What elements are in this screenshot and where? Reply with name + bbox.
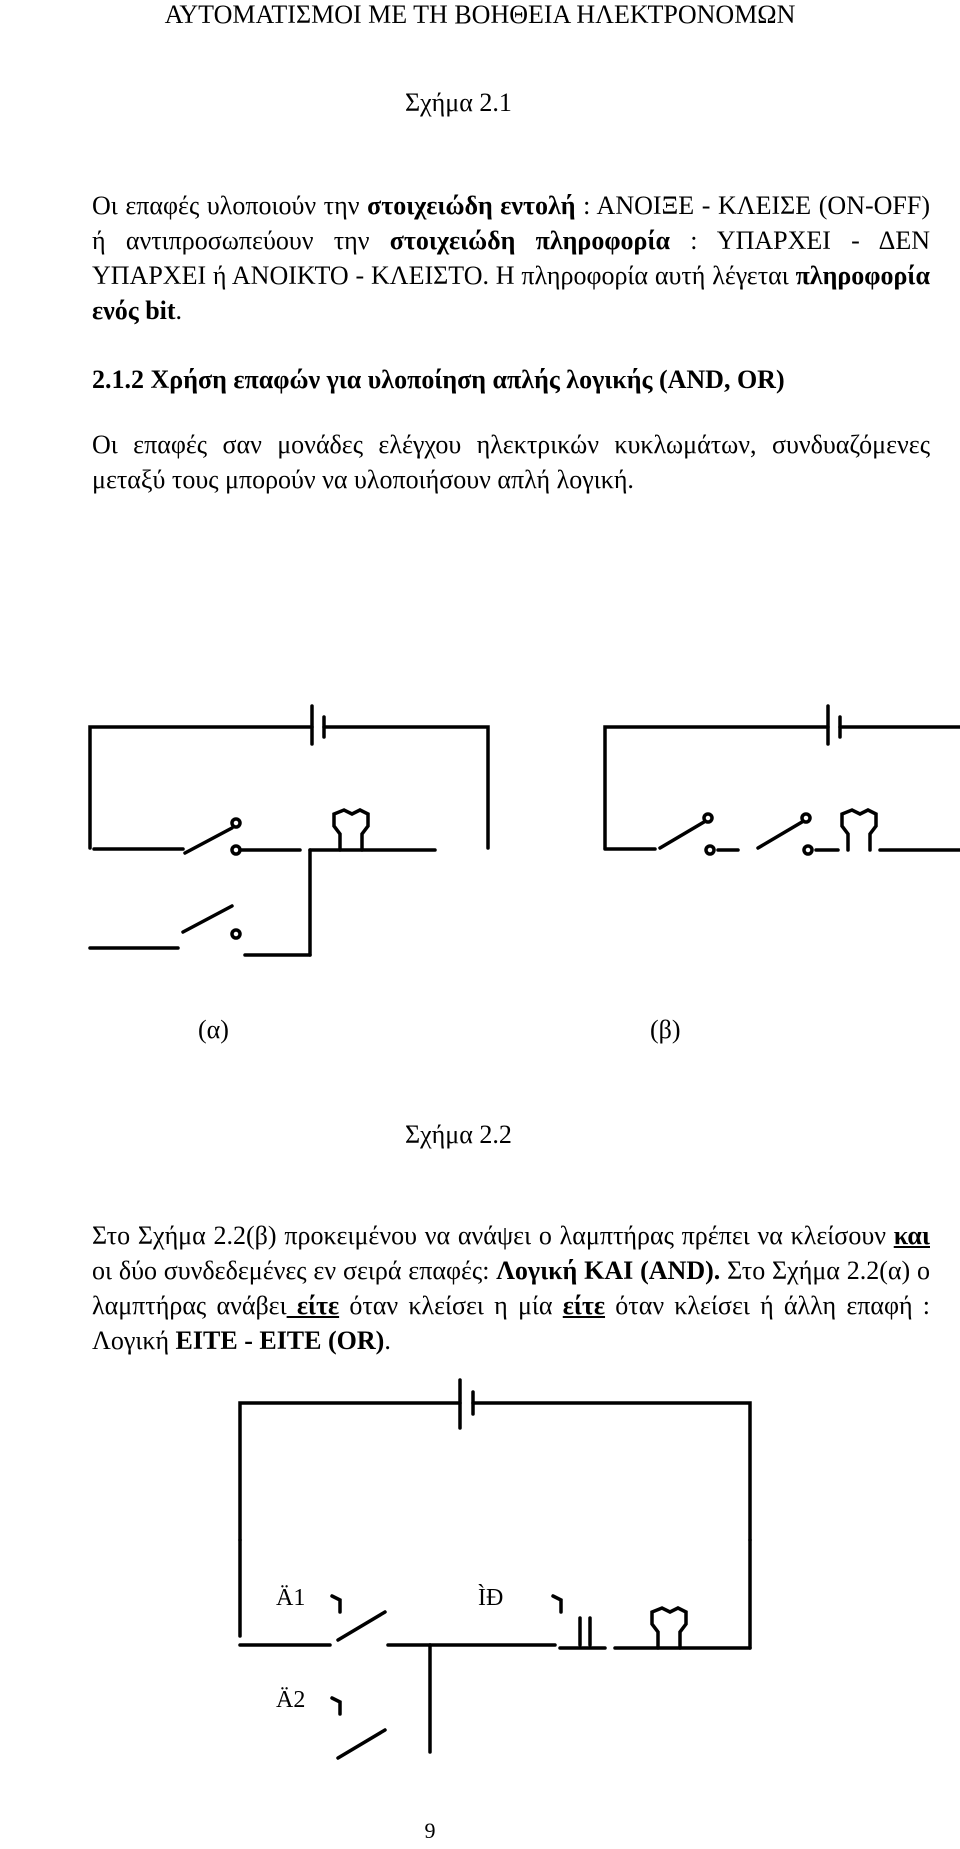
label-ip: ÌÐ [478, 1585, 504, 1611]
switch-d1 [338, 1612, 385, 1640]
circuit-or-diagram [90, 706, 488, 955]
switch-b2 [758, 822, 802, 848]
figure-2-2-label-b: (β) [650, 1015, 681, 1044]
switch-b1 [660, 822, 704, 848]
switch-a2 [183, 906, 232, 932]
page-number: 9 [424, 1818, 436, 1843]
paragraph-information-bit: Οι επαφές υλοποιούν την στοιχειώδη εντολή : ΑΝΟΙΞΕ - ΚΛΕΙΣΕ (ON-OFF) ή αντιπροσωπεύουν την στοιχειώδη πληροφορία : ΥΠΑΡΧΕΙ - ΔΕΝ ΥΠΑΡΧΕΙ ή ΑΝΟΙΚΤΟ - ΚΛΕΙΣΤΟ. Η πληροφορία αυτή λέγεται πληροφορία ενός bit. [92, 191, 931, 325]
figure-2-2-label-a: (α) [198, 1015, 229, 1044]
lamp-icon [334, 810, 368, 850]
switch-a1 [185, 828, 232, 853]
section-heading: 2.1.2 Χρήση επαφών για υλοποίηση απλής λογικής (AND, OR) [92, 365, 785, 394]
paragraph-and-or-logic: Στο Σχήμα 2.2(β) προκειμένου να ανάψει ο λαμπτήρας πρέπει να κλείσουν και οι δύο συνδεδεμένες εν σειρά επαφές: Λογική ΚΑΙ (AND). Στο Σχήμα 2.2(α) ο λαμπτήρας ανάβει είτε όταν κλείσει η μία είτε όταν κλείσει ή άλλη επαφή : Λογική ΕΙΤΕ - ΕΙΤΕ (OR). [92, 1221, 931, 1355]
figure-2-1-caption: Σχήμα 2.1 [405, 88, 512, 117]
paragraph-contacts-logic: Οι επαφές σαν μονάδες ελέγχου ηλεκτρικών κυκλωμάτων, συνδυαζόμενες μεταξύ τους μπορούν να υλοποιήσουν απλή λογική. [92, 430, 930, 494]
switch-d2 [338, 1730, 385, 1758]
circuit-and-diagram [605, 706, 960, 854]
circuit-relay-diagram [240, 1380, 750, 1758]
lamp-icon [652, 1608, 686, 1648]
label-d1: Ä1 [276, 1585, 306, 1611]
figure-2-2-caption: Σχήμα 2.2 [405, 1120, 512, 1149]
label-d2: Ä2 [276, 1687, 306, 1713]
running-header: ΑΥΤΟΜΑΤΙΣΜΟΙ ΜΕ ΤΗ ΒΟΗΘΕΙΑ ΗΛΕΚΤΡΟΝΟΜΩΝ [164, 0, 796, 29]
